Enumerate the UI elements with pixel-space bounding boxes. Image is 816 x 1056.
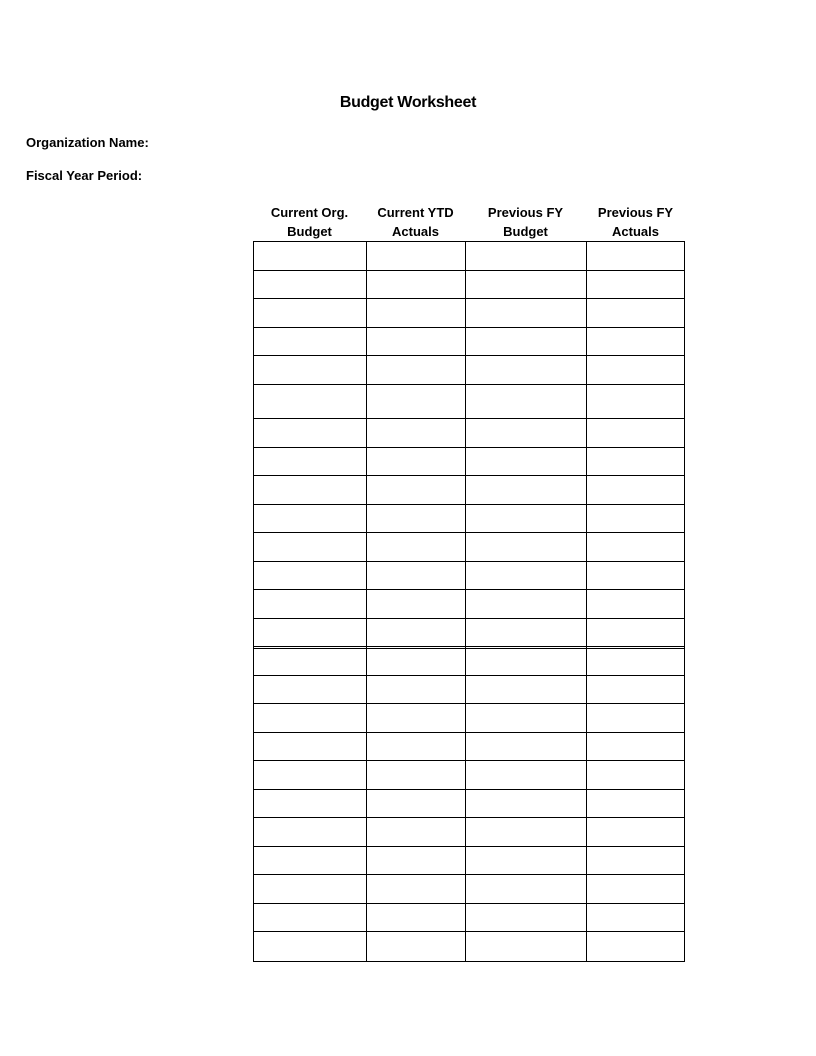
table-row (253, 418, 685, 447)
cell-previous-fy-actuals[interactable] (586, 327, 684, 355)
column-header-line: Previous FY (597, 205, 674, 220)
cell-current-ytd-actuals[interactable] (366, 504, 465, 532)
cell-previous-fy-budget[interactable] (465, 384, 586, 418)
cell-previous-fy-budget[interactable] (465, 703, 586, 732)
cell-current-ytd-actuals[interactable] (366, 384, 465, 418)
cell-previous-fy-actuals[interactable] (586, 298, 684, 327)
cell-current-org-budget[interactable] (253, 327, 366, 355)
cell-current-org-budget[interactable] (253, 418, 366, 447)
cell-previous-fy-budget[interactable] (465, 298, 586, 327)
grid-line-horizontal (253, 270, 685, 271)
grid-line-horizontal (253, 903, 685, 904)
cell-current-ytd-actuals[interactable] (366, 931, 465, 961)
cell-current-org-budget[interactable] (253, 561, 366, 589)
cell-previous-fy-actuals[interactable] (586, 561, 684, 589)
cell-current-org-budget[interactable] (253, 675, 366, 703)
grid-line-vertical (586, 241, 587, 962)
column-header-previous-fy-budget (465, 203, 586, 241)
cell-previous-fy-budget[interactable] (465, 760, 586, 789)
grid-line-horizontal (253, 760, 685, 761)
cell-current-org-budget[interactable] (253, 241, 366, 270)
cell-previous-fy-budget[interactable] (465, 817, 586, 846)
grid-line-horizontal (253, 675, 685, 676)
organization-name-label: Organization Name: (26, 135, 149, 150)
table-row (253, 903, 685, 931)
cell-previous-fy-budget[interactable] (465, 646, 586, 675)
cell-current-ytd-actuals[interactable] (366, 789, 465, 817)
table-row (253, 355, 685, 384)
table-row (253, 241, 685, 270)
table-row (253, 532, 685, 561)
cell-previous-fy-actuals[interactable] (586, 760, 684, 789)
cell-current-ytd-actuals[interactable] (366, 589, 465, 618)
table-row (253, 846, 685, 874)
cell-previous-fy-actuals[interactable] (586, 817, 684, 846)
cell-previous-fy-budget[interactable] (465, 675, 586, 703)
cell-previous-fy-actuals[interactable] (586, 447, 684, 475)
cell-previous-fy-budget[interactable] (465, 903, 586, 931)
table-row (253, 561, 685, 589)
cell-current-org-budget[interactable] (253, 874, 366, 903)
cell-previous-fy-budget[interactable] (465, 532, 586, 561)
cell-previous-fy-budget[interactable] (465, 846, 586, 874)
cell-previous-fy-actuals[interactable] (586, 241, 684, 270)
cell-previous-fy-budget[interactable] (465, 874, 586, 903)
grid-line-horizontal (253, 703, 685, 704)
table-row (253, 589, 685, 618)
grid-line-horizontal (253, 561, 685, 562)
column-header-line: Actuals (392, 224, 439, 239)
cell-previous-fy-actuals[interactable] (586, 475, 684, 504)
grid-line-vertical (684, 241, 685, 962)
table-row (253, 384, 685, 418)
cell-previous-fy-actuals[interactable] (586, 675, 684, 703)
cell-previous-fy-actuals[interactable] (586, 646, 684, 675)
cell-current-org-budget[interactable] (253, 817, 366, 846)
cell-previous-fy-budget[interactable] (465, 270, 586, 298)
cell-current-org-budget[interactable] (253, 903, 366, 931)
budget-table-grid (253, 241, 685, 962)
grid-line-horizontal (253, 589, 685, 590)
grid-line-horizontal (253, 504, 685, 505)
grid-line-horizontal (253, 789, 685, 790)
cell-current-ytd-actuals[interactable] (366, 327, 465, 355)
cell-current-ytd-actuals[interactable] (366, 241, 465, 270)
cell-current-ytd-actuals[interactable] (366, 561, 465, 589)
grid-line-horizontal (253, 475, 685, 476)
cell-previous-fy-budget[interactable] (465, 475, 586, 504)
table-row (253, 789, 685, 817)
cell-previous-fy-budget[interactable] (465, 589, 586, 618)
grid-line-horizontal (253, 327, 685, 328)
cell-previous-fy-budget[interactable] (465, 618, 586, 646)
grid-line-horizontal (253, 931, 685, 932)
cell-previous-fy-actuals[interactable] (586, 789, 684, 817)
cell-current-org-budget[interactable] (253, 532, 366, 561)
grid-line-horizontal (253, 384, 685, 385)
page-title: Budget Worksheet (339, 94, 477, 111)
column-header-current-ytd-actuals (366, 203, 465, 241)
cell-current-ytd-actuals[interactable] (366, 760, 465, 789)
cell-previous-fy-budget[interactable] (465, 241, 586, 270)
cell-current-org-budget[interactable] (253, 298, 366, 327)
column-header-line: Actuals (612, 224, 659, 239)
table-row (253, 874, 685, 903)
cell-previous-fy-actuals[interactable] (586, 418, 684, 447)
table-row (253, 298, 685, 327)
table-row (253, 270, 685, 298)
cell-current-org-budget[interactable] (253, 646, 366, 675)
grid-line-horizontal (253, 418, 685, 419)
cell-previous-fy-budget[interactable] (465, 931, 586, 961)
cell-current-org-budget[interactable] (253, 504, 366, 532)
cell-current-ytd-actuals[interactable] (366, 418, 465, 447)
table-row (253, 703, 685, 732)
cell-current-ytd-actuals[interactable] (366, 732, 465, 760)
cell-current-ytd-actuals[interactable] (366, 874, 465, 903)
cell-current-org-budget[interactable] (253, 760, 366, 789)
column-header-current-org-budget (253, 203, 366, 241)
cell-current-ytd-actuals[interactable] (366, 355, 465, 384)
table-row (253, 618, 685, 646)
grid-line-vertical (465, 241, 466, 962)
cell-current-ytd-actuals[interactable] (366, 298, 465, 327)
table-row (253, 646, 685, 675)
table-row (253, 475, 685, 504)
cell-previous-fy-actuals[interactable] (586, 384, 684, 418)
table-row (253, 760, 685, 789)
grid-line-horizontal (253, 646, 685, 647)
cell-current-org-budget[interactable] (253, 618, 366, 646)
grid-line-horizontal (253, 846, 685, 847)
column-header-line: Current YTD (377, 205, 454, 220)
cell-current-ytd-actuals[interactable] (366, 675, 465, 703)
grid-line-horizontal (253, 241, 685, 242)
cell-current-ytd-actuals[interactable] (366, 447, 465, 475)
cell-previous-fy-actuals[interactable] (586, 532, 684, 561)
grid-line-horizontal (253, 532, 685, 533)
cell-current-org-budget[interactable] (253, 355, 366, 384)
table-row (253, 327, 685, 355)
table-row (253, 504, 685, 532)
cell-previous-fy-actuals[interactable] (586, 618, 684, 646)
table-row (253, 447, 685, 475)
cell-current-ytd-actuals[interactable] (366, 618, 465, 646)
cell-current-org-budget[interactable] (253, 384, 366, 418)
column-header-line: Current Org. (270, 205, 349, 220)
cell-current-ytd-actuals[interactable] (366, 646, 465, 675)
grid-line-horizontal (253, 817, 685, 818)
cell-previous-fy-actuals[interactable] (586, 589, 684, 618)
grid-line-horizontal (253, 648, 685, 649)
column-header-line: Budget (503, 224, 548, 239)
cell-current-ytd-actuals[interactable] (366, 903, 465, 931)
cell-previous-fy-budget[interactable] (465, 561, 586, 589)
column-header-line: Budget (287, 224, 332, 239)
cell-current-ytd-actuals[interactable] (366, 846, 465, 874)
grid-line-vertical (366, 241, 367, 962)
cell-current-org-budget[interactable] (253, 931, 366, 961)
grid-line-horizontal (253, 447, 685, 448)
cell-current-org-budget[interactable] (253, 589, 366, 618)
grid-line-horizontal (253, 874, 685, 875)
column-header-line: Previous FY (487, 205, 564, 220)
cell-previous-fy-actuals[interactable] (586, 732, 684, 760)
cell-previous-fy-budget[interactable] (465, 732, 586, 760)
grid-line-vertical (253, 241, 254, 962)
cell-current-org-budget[interactable] (253, 789, 366, 817)
cell-current-org-budget[interactable] (253, 732, 366, 760)
table-row (253, 732, 685, 760)
cell-current-ytd-actuals[interactable] (366, 703, 465, 732)
cell-previous-fy-actuals[interactable] (586, 874, 684, 903)
table-row (253, 931, 685, 961)
cell-current-ytd-actuals[interactable] (366, 817, 465, 846)
cell-current-org-budget[interactable] (253, 475, 366, 504)
cell-previous-fy-actuals[interactable] (586, 355, 684, 384)
cell-previous-fy-budget[interactable] (465, 327, 586, 355)
cell-previous-fy-budget[interactable] (465, 355, 586, 384)
cell-current-org-budget[interactable] (253, 703, 366, 732)
cell-previous-fy-budget[interactable] (465, 418, 586, 447)
cell-previous-fy-budget[interactable] (465, 447, 586, 475)
cell-current-org-budget[interactable] (253, 447, 366, 475)
cell-previous-fy-budget[interactable] (465, 789, 586, 817)
cell-previous-fy-actuals[interactable] (586, 931, 684, 961)
grid-line-horizontal (253, 732, 685, 733)
cell-previous-fy-actuals[interactable] (586, 846, 684, 874)
table-row (253, 675, 685, 703)
cell-current-ytd-actuals[interactable] (366, 532, 465, 561)
cell-current-ytd-actuals[interactable] (366, 475, 465, 504)
cell-current-org-budget[interactable] (253, 846, 366, 874)
cell-current-org-budget[interactable] (253, 270, 366, 298)
grid-line-horizontal (253, 618, 685, 619)
cell-previous-fy-actuals[interactable] (586, 703, 684, 732)
fiscal-year-period-label: Fiscal Year Period: (26, 168, 143, 183)
column-header-previous-fy-actuals (586, 203, 685, 241)
cell-current-ytd-actuals[interactable] (366, 270, 465, 298)
grid-line-horizontal (253, 961, 685, 962)
grid-line-horizontal (253, 298, 685, 299)
cell-previous-fy-actuals[interactable] (586, 270, 684, 298)
cell-previous-fy-budget[interactable] (465, 504, 586, 532)
cell-previous-fy-actuals[interactable] (586, 903, 684, 931)
grid-line-horizontal (253, 355, 685, 356)
cell-previous-fy-actuals[interactable] (586, 504, 684, 532)
table-row (253, 817, 685, 846)
